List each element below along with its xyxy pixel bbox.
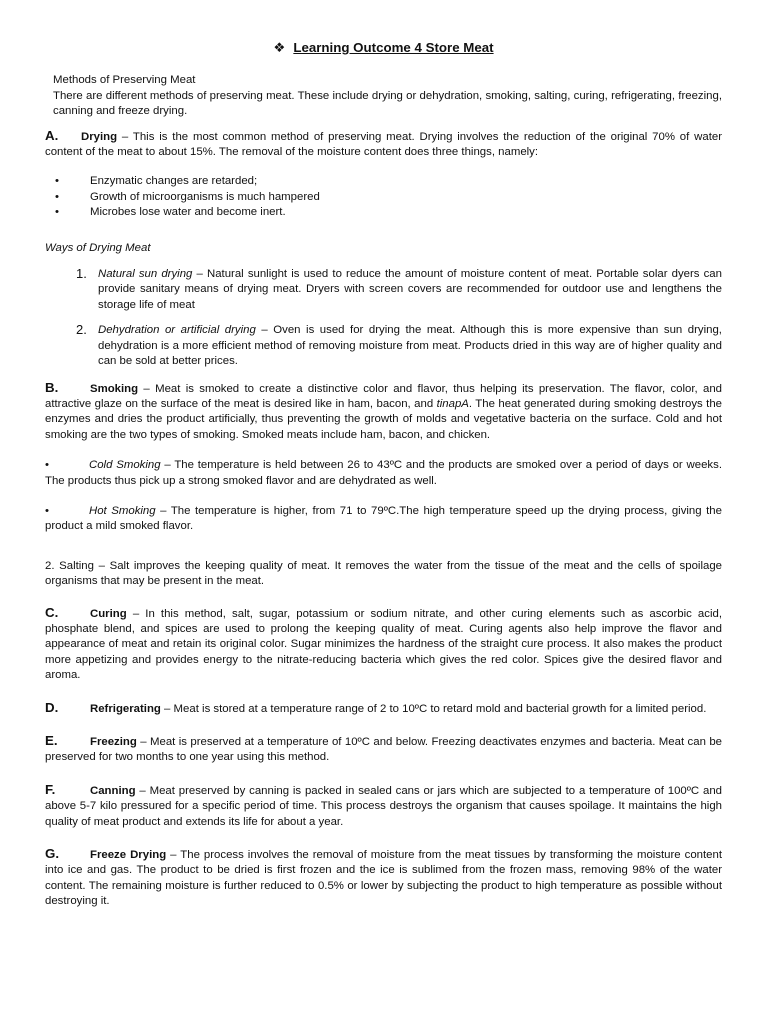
section-freezing: E. Freezing – Meat is preserved at a temperature of 10ºC and below. Freezing deactivates enzymes and bacteria. Meat can be preserved for two months to one year using this method. xyxy=(45,733,722,764)
section-letter: G. xyxy=(45,846,60,862)
item-term: Natural sun drying xyxy=(98,268,193,281)
numbered-item xyxy=(45,267,722,313)
list-item: • Microbes lose water and become inert. xyxy=(45,205,722,220)
section-term: Canning xyxy=(90,784,136,797)
section-curing: C. Curing – In this method, salt, sugar, potassium or sodium nitrate, and other curing elements such as ascorbic acid, phosphate blend, and spices are used to prolong the keeping quality of meat. Curing agents also help improve the flavor and appearance of meat and retain its original color. Sugar minimizes the hardness of the straight cure process. It also makes the product more appetizing and provides energy to the nitrate-reducing bacteria which gives the red color. Spices give the desired flavor and aroma. xyxy=(45,604,722,682)
section-term: Refrigerating xyxy=(90,702,161,715)
bullet-icon: • xyxy=(55,206,59,219)
section-term: Smoking xyxy=(90,382,139,395)
section-term: Curing xyxy=(90,607,127,620)
section-canning: F. Canning – Meat preserved by canning is packed in sealed cans or jars which are subjected to a temperature of 100ºC and above 5-7 kilo pressured for a specific period of time. This process destroys the organism that causes spoilage. It maintains the high quality of meat product and extends its life for about a year. xyxy=(45,781,722,828)
bullet-icon: • xyxy=(45,504,49,517)
section-freeze-drying: G. Freeze Drying – The process involves the removal of moisture from the meat tissues by transforming the moisture content into ice and gas. The product to be dried is first frozen and the ice is sublimed from the frozen mass, removing 98% of the water content. The remaining moisture is further reduced to 0.5% or lower by subjecting the product to high temperature as possible without destroying it. xyxy=(45,846,722,908)
section-drying xyxy=(45,128,722,161)
list-item: • Growth of microorganisms is much hampered xyxy=(45,190,722,205)
page-title-text: Learning Outcome 4 Store Meat xyxy=(293,40,494,55)
ways-heading: Ways of Drying Meat xyxy=(45,241,151,254)
section-refrigerating: D. Refrigerating – Meat is stored at a temperature range of 2 to 10ºC to retard mold and bacterial growth for a limited period. xyxy=(45,699,707,715)
bullet-icon: • xyxy=(45,459,49,472)
methods-heading: Methods of Preserving Meat xyxy=(53,74,196,87)
section-letter: A. xyxy=(45,127,59,143)
bullet-icon: • xyxy=(55,175,59,188)
section-term: Freeze Drying xyxy=(90,849,167,862)
page-title xyxy=(45,40,722,55)
item-term: Dehydration or artificial drying xyxy=(98,324,256,337)
drying-bullet-list xyxy=(45,174,722,220)
cold-smoking-paragraph: • Cold Smoking – The temperature is held between 26 to 43ºC and the products are smoked over a period of days or weeks. The products thus pick up a strong smoked flavor and are dehydrated as well. xyxy=(45,459,722,487)
section-letter: B. xyxy=(45,379,59,395)
section-letter: F. xyxy=(45,781,56,797)
section-letter: C. xyxy=(45,604,59,620)
item-text: – Oven is used for drying the meat. Although this is more expensive than sun drying, dehydration is a more efficient method of removing moisture from meat. Products dried in this way are of higher quality and can be sold at better prices. xyxy=(98,324,722,368)
hot-smoking-paragraph: • Hot Smoking – The temperature is higher, from 71 to 79ºC.The high temperature speed up the drying process, giving the product a mild smoked flavor. xyxy=(45,504,722,533)
section-smoking: B. Smoking – Meat is smoked to create a distinctive color and flavor, thus helping its preservation. The flavor, color, and attractive glaze on the surface of the meat is desired like in ham, bacon, and tinapA. The heat generated during smoking destroys the enzymes and dries the product artificially, thus preventing the growth of molds and vegetative bacteria on the surface. Cold and hot smoking are the two types of smoking. Smoked meats include ham, bacon, and chicken. xyxy=(45,379,722,441)
section-letter: D. xyxy=(45,699,59,715)
bullet-icon: • xyxy=(55,190,59,203)
methods-intro: There are different methods of preserving meat. These include drying or dehydration, smoking, salting, curing, refrigerating, freezing, canning and freeze drying. xyxy=(53,89,722,118)
salting-paragraph: 2. Salting – Salt improves the keeping quality of meat. It removes the water from the tissue of the meat and the cells of spoilage organisms that may be present in the meat. xyxy=(45,559,722,588)
section-text: – This is the most common method of preserving meat. Drying involves the reduction of the original 70% of water content of the meat to about 15%. The removal of the moisture content does three things, namely: xyxy=(45,130,722,159)
section-letter: E. xyxy=(45,733,58,748)
item-text: – Natural sunlight is used to reduce the amount of moisture content of meat. Portable solar dyers can provide sanitary means of drying meat. Dryers with screen covers are recommended for outdoor use and lengthens the storage life of meat xyxy=(98,268,722,311)
item-number: 1. xyxy=(76,266,87,282)
numbered-item xyxy=(45,323,722,369)
section-term: Drying xyxy=(81,130,118,143)
diamond-bullet-icon: ❖ xyxy=(273,40,286,55)
section-term: Freezing xyxy=(90,736,137,748)
list-item: • Enzymatic changes are retarded; xyxy=(45,174,722,189)
item-number: 2. xyxy=(76,322,87,338)
section-italic-term: tinapA xyxy=(436,397,469,410)
